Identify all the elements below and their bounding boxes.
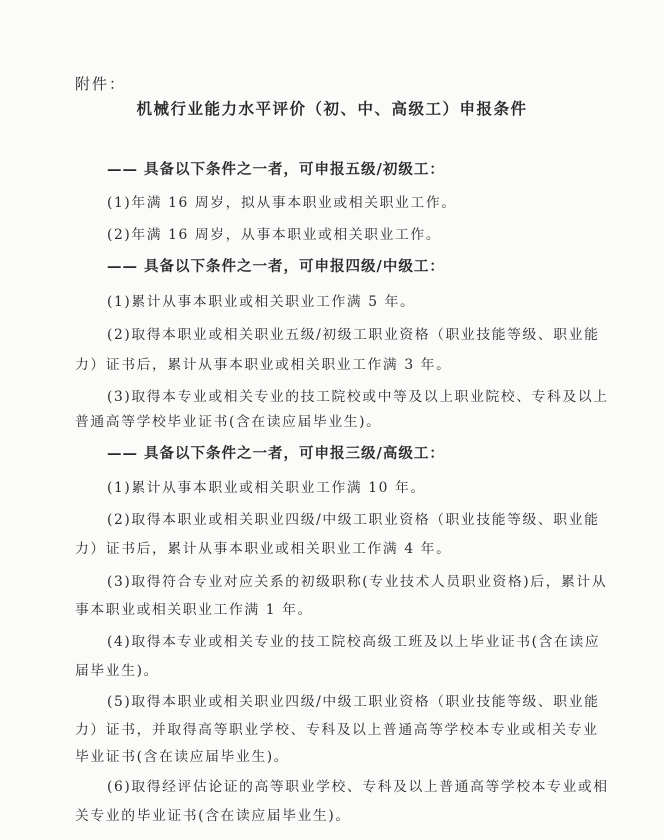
condition-line: (1)累计从事本职业或相关职业工作满 10 年。 — [107, 480, 426, 496]
condition-line: 事本职业或相关职业工作满 1 年。 — [75, 602, 313, 618]
condition-line: 力）证书后，累计从事本职业或相关职业工作满 4 年。 — [75, 541, 452, 557]
condition-line: (5)取得本职业或相关职业四级/中级工职业资格（职业技能等级、职业能 — [107, 694, 600, 710]
section-heading-level3: —— 具备以下条件之一者，可申报三级/高级工： — [107, 445, 445, 462]
condition-line: (1)累计从事本职业或相关职业工作满 5 年。 — [107, 294, 416, 310]
condition-line: (4)取得本专业或相关专业的技工院校高级工班及以上毕业证书(含在读应 — [107, 634, 601, 650]
section-heading-level5: —— 具备以下条件之一者，可申报五级/初级工： — [107, 161, 445, 178]
condition-line: (3)取得符合专业对应关系的初级职称(专业技术人员职业资格)后，累计从 — [107, 574, 608, 590]
condition-line: (3)取得本专业或相关专业的技工院校或中等及以上职业院校、专科及以上 — [107, 389, 609, 405]
condition-line: 毕业证书(含在读应届毕业生)。 — [75, 749, 290, 765]
condition-line: 届毕业生)。 — [75, 663, 159, 679]
condition-line: (2)年满 16 周岁，从事本职业或相关职业工作。 — [107, 227, 442, 243]
document-title: 机械行业能力水平评价（初、中、高级工）申报条件 — [136, 99, 528, 118]
condition-line: (2)取得本职业或相关职业四级/中级工职业资格（职业技能等级、职业能 — [107, 512, 600, 528]
condition-line: (1)年满 16 周岁，拟从事本职业或相关职业工作。 — [107, 195, 457, 211]
condition-line: 普通高等学校毕业证书(含在读应届毕业生)。 — [75, 414, 382, 430]
condition-line: (2)取得本职业或相关职业五级/初级工职业资格（职业技能等级、职业能 — [107, 327, 600, 343]
condition-line: 关专业的毕业证书(含在读应届毕业生)。 — [75, 808, 351, 824]
condition-line: 力）证书后，累计从事本职业或相关职业工作满 3 年。 — [75, 357, 452, 373]
condition-line: 力）证书，并取得高等职业学校、专科及以上普通高等学校本专业或相关专业 — [75, 722, 599, 738]
condition-line: (6)取得经评估论证的高等职业学校、专科及以上普通高等学校本专业或相 — [107, 779, 609, 795]
section-heading-level4: —— 具备以下条件之一者，可申报四级/中级工： — [107, 258, 445, 275]
attachment-label: 附件： — [75, 75, 127, 93]
